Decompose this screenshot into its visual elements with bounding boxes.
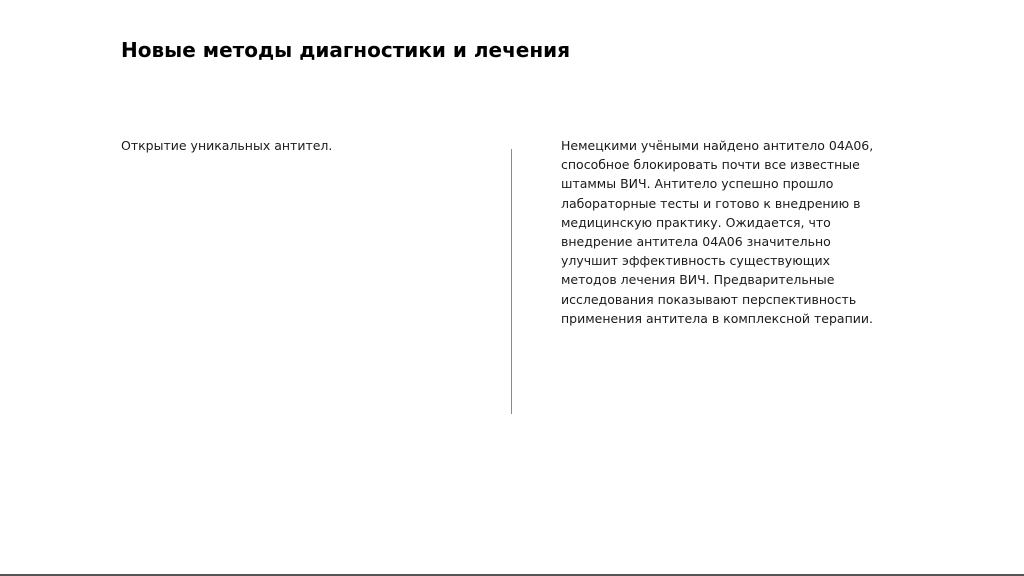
slide-title: Новые методы диагностики и лечения — [121, 38, 571, 62]
right-column-text — [561, 136, 901, 328]
column-divider — [511, 149, 512, 414]
paragraph-line: применения антитела в комплексной терапии. — [561, 310, 873, 326]
paragraph-line: способное блокировать почти все известные — [561, 157, 860, 173]
paragraph-line: исследования показывают перспективность — [561, 291, 857, 307]
paragraph-line: внедрение антитела 04A06 значительно — [561, 234, 831, 250]
paragraph-line: лабораторные тесты и готово к внедрению в — [561, 195, 861, 211]
paragraph-line: методов лечения ВИЧ. Предварительные — [561, 272, 835, 288]
paragraph-line: Немецкими учёными найдено антитело 04A06, — [561, 138, 874, 153]
paragraph-line: медицинскую практику. Ожидается, что — [561, 214, 831, 230]
left-column-text: Открытие уникальных антител. — [121, 138, 333, 153]
paragraph-line: улучшит эффективность существующих — [561, 253, 831, 269]
paragraph-line: штаммы ВИЧ. Антитело успешно прошло — [561, 176, 834, 192]
